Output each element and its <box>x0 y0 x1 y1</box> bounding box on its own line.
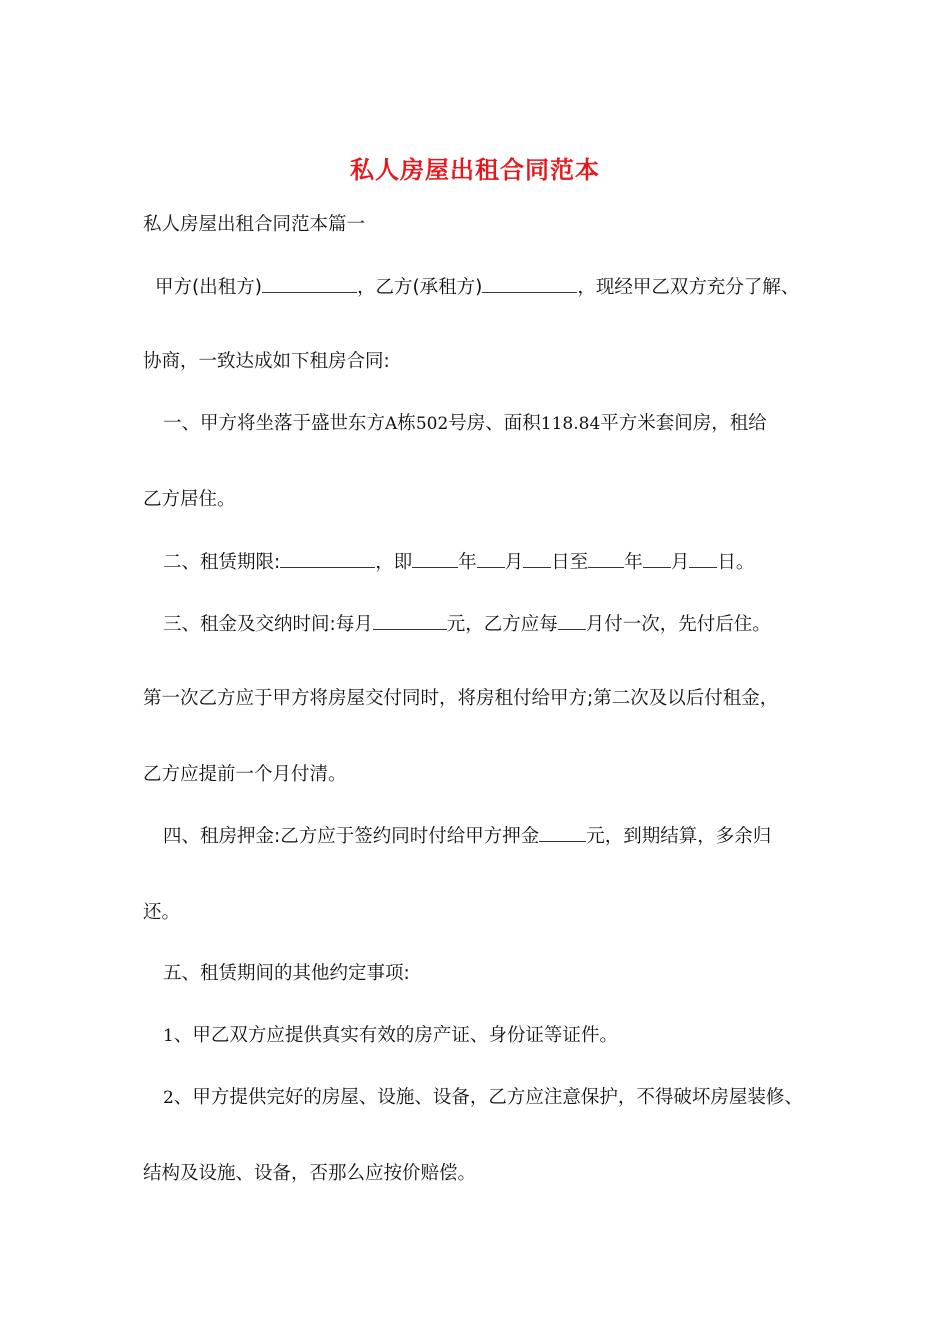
intro-party-b-label: ，乙方(承租方) <box>356 277 483 298</box>
intro-line-2: 协商，一致达成如下租房合同: <box>143 351 390 372</box>
building-unit: 栋 <box>397 413 416 434</box>
item-1-number: 1 <box>163 1026 174 1046</box>
clause-4-line-2: 还。 <box>143 902 181 923</box>
end-year-label: 年 <box>624 552 643 573</box>
room-unit: 号房、面积 <box>448 413 541 434</box>
item-2-text: 、甲方提供完好的房屋、设施、设备，乙方应注意保护，不得破坏房屋装修、 <box>173 1087 803 1108</box>
clause-3-line-3: 乙方应提前一个月付清。 <box>143 764 347 785</box>
end-month-blank <box>643 549 671 568</box>
item-2-number: 2 <box>163 1088 174 1108</box>
start-month-label: 月 <box>504 552 524 573</box>
building-value: A <box>385 414 398 434</box>
clause-3-label: 三、租金及交纳时间:每月 <box>163 614 373 635</box>
deposit-blank <box>539 823 586 842</box>
clause-1-line-2: 乙方居住。 <box>143 489 236 510</box>
clause-4-label: 四、租房押金:乙方应于签约同时付给甲方押金 <box>163 826 540 847</box>
end-day-blank <box>689 549 717 568</box>
doc-subtitle: 私人房屋出租合同范本篇一 <box>143 214 366 235</box>
clause-1-line-1 <box>163 411 767 437</box>
clause-5-item-1 <box>163 1023 618 1049</box>
end-day-label: 日。 <box>717 552 755 573</box>
clause-2-ji: ，即 <box>375 552 413 573</box>
clause-1-text: 一、甲方将坐落于盛世东方 <box>163 413 386 434</box>
intro-line-1 <box>155 274 799 301</box>
start-year-label: 年 <box>458 552 477 573</box>
clause-3-line-2: 第一次乙方应于甲方将房屋交付同时，将房租付给甲方;第二次及以后付租金， <box>143 688 779 709</box>
area-value: 118.84 <box>540 414 601 434</box>
clause-5-item-2-cont: 结构及设施、设备，否那么应按价赔偿。 <box>143 1163 477 1184</box>
item-1-text: 、甲乙双方应提供真实有效的房产证、身份证等证件。 <box>173 1025 618 1046</box>
lease-term-blank <box>280 549 375 568</box>
clause-5-heading: 五、租赁期间的其他约定事项: <box>163 963 410 984</box>
monthly-rent-blank <box>373 611 447 630</box>
start-day-blank <box>523 549 551 568</box>
party-a-blank <box>262 274 357 293</box>
area-unit: 平方米套间房，租给 <box>600 413 767 434</box>
clause-3-text-2: 月付一次，先付后住。 <box>585 614 771 635</box>
pay-interval-blank <box>558 611 586 630</box>
clause-3-text: 元，乙方应每 <box>446 614 558 635</box>
end-year-blank <box>588 549 624 568</box>
room-value: 502 <box>415 414 449 434</box>
party-b-blank <box>482 274 577 293</box>
page-title: 私人房屋出租合同范本 <box>350 156 600 184</box>
intro-text: ，现经甲乙双方充分了解、 <box>577 277 800 298</box>
start-day-label: 日至 <box>551 552 589 573</box>
clause-2-line <box>163 549 754 576</box>
end-month-label: 月 <box>670 552 690 573</box>
clause-2-label: 二、租赁期限: <box>163 552 281 573</box>
clause-4-text: 元，到期结算，多余归 <box>586 826 772 847</box>
intro-party-a-label: 甲方(出租方) <box>155 277 262 298</box>
start-year-blank <box>412 549 458 568</box>
clause-4-line-1 <box>163 823 771 850</box>
clause-3-line-1 <box>163 611 771 638</box>
clause-5-item-2 <box>163 1085 803 1111</box>
start-month-blank <box>477 549 505 568</box>
